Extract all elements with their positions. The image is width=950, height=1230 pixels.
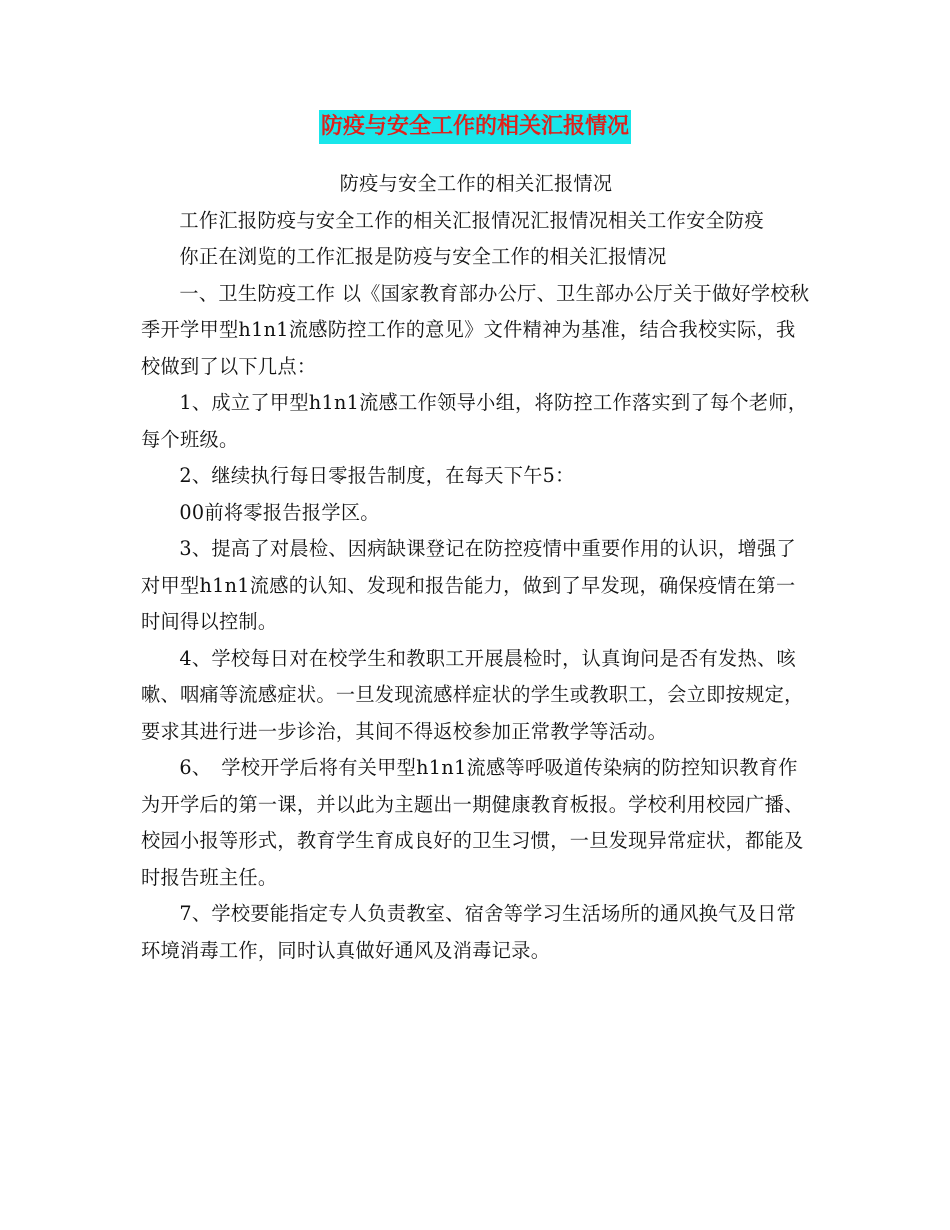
paragraph-keywords: 工作汇报防疫与安全工作的相关汇报情况汇报情况相关工作安全防疫 (179, 208, 765, 232)
paragraph-section-1: 一、卫生防疫工作 以《国家教育部办公厅、卫生部办公厅关于做好学校秋季开学甲型h1n1流感防控工作的意见》文件精神为基准，结合我校实际，我校做到了以下几点： (141, 281, 810, 378)
paragraph-item-6: 6、 学校开学后将有关甲型h1n1流感等呼吸道传染病的防控知识教育作为开学后的第一课，并以此为主题出一期健康教育板报。学校利用校园广播、校园小报等形式，教育学生育成良好的卫生习惯，一旦发现异常症状，都能及时报告班主任。 (141, 756, 804, 889)
document-body (141, 166, 811, 969)
document-title: 防疫与安全工作的相关汇报情况 (319, 110, 631, 144)
paragraph-intro: 你正在浏览的工作汇报是防疫与安全工作的相关汇报情况 (179, 245, 667, 268)
paragraph-item-4: 4、学校每日对在校学生和教职工开展晨检时，认真询问是否有发热、咳嗽、咽痛等流感症状。一旦发现流感样症状的学生或教职工，会立即按规定，要求其进行进一步诊治，其间不得返校参加正常教学等活动。 (141, 646, 804, 743)
paragraph-item-7: 7、学校要能指定专人负责教室、宿舍等学习生活场所的通风换气及日常环境消毒工作，同时认真做好通风及消毒记录。 (141, 902, 797, 962)
paragraph-item-2-cont: 00前将零报告报学区。 (179, 500, 380, 524)
paragraph-item-1: 1、成立了甲型h1n1流感工作领导小组，将防控工作落实到了每个老师，每个班级。 (141, 391, 808, 451)
paragraph-item-3: 3、提高了对晨检、因病缺课登记在防控疫情中重要作用的认识，增强了对甲型h1n1流感的认知、发现和报告能力，做到了早发现，确保疫情在第一时间得以控制。 (141, 537, 797, 633)
document-subtitle: 防疫与安全工作的相关汇报情况 (339, 172, 613, 195)
paragraph-item-2: 2、继续执行每日零报告制度，在每天下午5： (179, 464, 575, 487)
title-container (0, 110, 950, 144)
